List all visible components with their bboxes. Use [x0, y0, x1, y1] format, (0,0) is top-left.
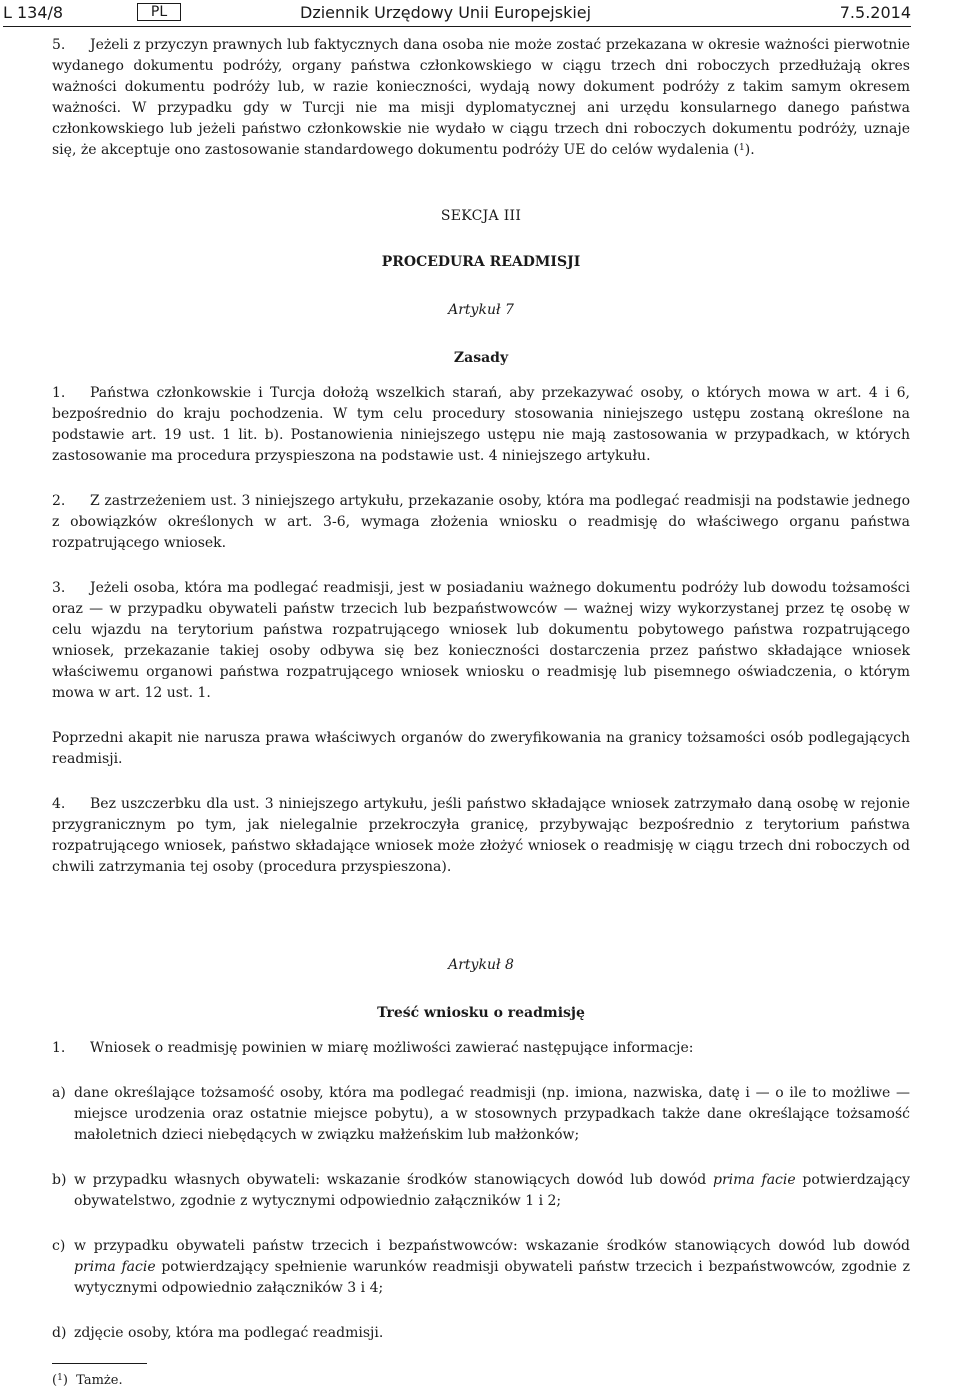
article-8-subject: Treść wniosku o readmisję: [377, 1005, 585, 1021]
list-item-d: [52, 1323, 910, 1344]
paragraph-number: 4.: [52, 796, 66, 812]
article-8-paragraph-1: [52, 1038, 910, 1059]
paragraph-text: Poprzedni akapit nie narusza prawa właściwych organów do zweryfikowania na granicy tożsamości osób podlegających readmisji.: [52, 730, 910, 767]
list-item-text-end: potwierdzający obywatelstwo, zgodnie z wytycznymi odpowiednio załączników 1 i 2;: [74, 1172, 910, 1209]
article-7-paragraph-3: [52, 578, 910, 704]
article-7-paragraph-1: [52, 383, 910, 467]
list-item-text: w przypadku własnych obywateli: wskazanie środków stanowiących dowód lub dowód: [74, 1172, 713, 1188]
paragraph-text-end: ).: [744, 142, 755, 158]
footnote-reference[interactable]: 1: [739, 143, 745, 153]
list-item-text: zdjęcie osoby, która ma podlegać readmisji.: [74, 1325, 384, 1341]
article-7-paragraph-4: [52, 794, 910, 878]
list-item-label: d): [52, 1325, 67, 1341]
list-item-b: [52, 1170, 910, 1212]
main-content: [52, 35, 910, 1368]
language-badge: PL: [137, 3, 181, 21]
paragraph-5: [52, 35, 910, 161]
article-7-subject: Zasady: [453, 350, 509, 366]
journal-title: Dziennik Urzędowy Unii Europejskiej: [300, 3, 592, 22]
footnote: ($^1$) Tamże.: [52, 1373, 123, 1388]
running-header: [3, 3, 911, 25]
page-reference: L 134/8: [3, 3, 64, 22]
paragraph-number: 5.: [52, 37, 66, 53]
paragraph-text: Jeżeli z przyczyn prawnych lub faktycznych dana osoba nie może zostać przekazana w okresie ważności pierwotnie wydanego dokumentu podróży, organy państwa członkowskiego w ciągu trzech dni roboczych przedłużają okres ważności dokumentu podróży lub, w razie konieczności, wydają nowy dokument podróży z takim samym okresem ważności. W przypadku gdy w Turcji nie ma misji dyplomatycznej ani urzędu konsularnego danego państwa członkowskiego lub jeżeli państwo członkowskie nie wydało w ciągu trzech dni roboczych dokumentu podróży, uznaje się, że akceptuje ono zastosowanie standardowego dokumentu podróży UE do celów wydalenia (: [52, 37, 910, 158]
list-item-label: c): [52, 1238, 66, 1254]
article-7-paragraph-2: [52, 491, 910, 554]
paragraph-text: Z zastrzeżeniem ust. 3 niniejszego artykułu, przekazanie osoby, która ma podlegać readmisji na podstawie jednego z obowiązków określonych w art. 3-6, wymaga złożenia wniosku o readmisję do właściwego organu państwa rozpatrującego wniosek.: [52, 493, 910, 551]
footnote-divider: [52, 1363, 147, 1364]
paragraph-text: Bez uszczerbku dla ust. 3 niniejszego artykułu, jeśli państwo składające wniosek zatrzymało daną osobę w rejonie przygranicznym po tym, jak nielegalnie przekroczyła granicę, przybywając bezpośrednio z terytorium państwa rozpatrującego wniosek, państwo składające wniosek może złożyć wniosek o readmisję w ciągu trzech dni roboczych od chwili zatrzymania tej osoby (procedura przyspieszona).: [52, 796, 910, 875]
list-item-italic-term: prima facie: [74, 1259, 156, 1275]
footnote-marker: 1: [57, 1373, 63, 1383]
header-divider: [3, 26, 911, 27]
article-8-label: Artykuł 8: [448, 957, 514, 973]
paragraph-number: 3.: [52, 580, 66, 596]
footnote-text: Tamże.: [76, 1373, 123, 1388]
paragraph-text: Jeżeli osoba, która ma podlegać readmisji, jest w posiadaniu ważnego dokumentu podróży lub dowodu tożsamości oraz — w przypadku obywateli państw trzecich lub bezpaństwowców — ważnej wizy wykorzystanej przez tę osobę w celu wjazdu na terytorium państwa rozpatrującego wniosek lub dokumentu pobytowego państwa rozpatrującego wniosek, przekazanie takiej osoby odbywa się bez konieczności dostarczenia przez państwo składające wniosek właściwemu organowi państwa rozpatrującego wniosek wniosku o readmisję lub pisemnego oświadczenia, o którym mowa w art. 12 ust. 1.: [52, 580, 910, 701]
document-page: [3, 0, 911, 1393]
list-item-text: dane określające tożsamość osoby, która ma podlegać readmisji (np. imiona, nazwiska, datę i — o ile to możliwe — miejsce urodzenia oraz ostatnie miejsce pobytu), a w stosownych przypadkach także dane określające tożsamość małoletnich dzieci niebędących w związku małżeńskim lub małżonków;: [74, 1085, 910, 1143]
list-item-label: a): [52, 1085, 66, 1101]
list-item-label: b): [52, 1172, 67, 1188]
paragraph-text: Wniosek o readmisję powinien w miarę możliwości zawierać następujące informacje:: [90, 1040, 694, 1056]
section-title: PROCEDURA READMISJI: [381, 254, 581, 270]
list-item-c: [52, 1236, 910, 1299]
list-item-text-end: potwierdzający spełnienie warunków readmisji obywateli państw trzecich i bezpaństwowców, zgodnie z wytycznymi odpowiednio załączników 3 i 4;: [74, 1259, 910, 1296]
publication-date: 7.5.2014: [839, 3, 911, 22]
section-label: SEKCJA III: [440, 208, 522, 224]
list-item-italic-term: prima facie: [713, 1172, 796, 1188]
paragraph-number: 1.: [52, 385, 66, 401]
article-7-paragraph-3-subparagraph: [52, 728, 910, 770]
list-item-a: [52, 1083, 910, 1146]
paragraph-text: Państwa członkowskie i Turcja dołożą wszelkich starań, aby przekazywać osoby, o których mowa w art. 4 i 6, bezpośrednio do kraju pochodzenia. W tym celu procedury stosowania niniejszego ustępu zostaną określone na podstawie art. 19 ust. 1 lit. b). Postanowienia niniejszego ustępu nie mają zastosowania w przypadkach, w których zastosowanie ma procedura przyspieszona na podstawie ust. 4 niniejszego artykułu.: [52, 385, 910, 464]
paragraph-number: 2.: [52, 493, 66, 509]
list-item-text: w przypadku obywateli państw trzecich i bezpaństwowców: wskazanie środków stanowiących dowód lub dowód: [74, 1238, 910, 1254]
article-7-label: Artykuł 7: [448, 302, 514, 318]
paragraph-number: 1.: [52, 1040, 66, 1056]
